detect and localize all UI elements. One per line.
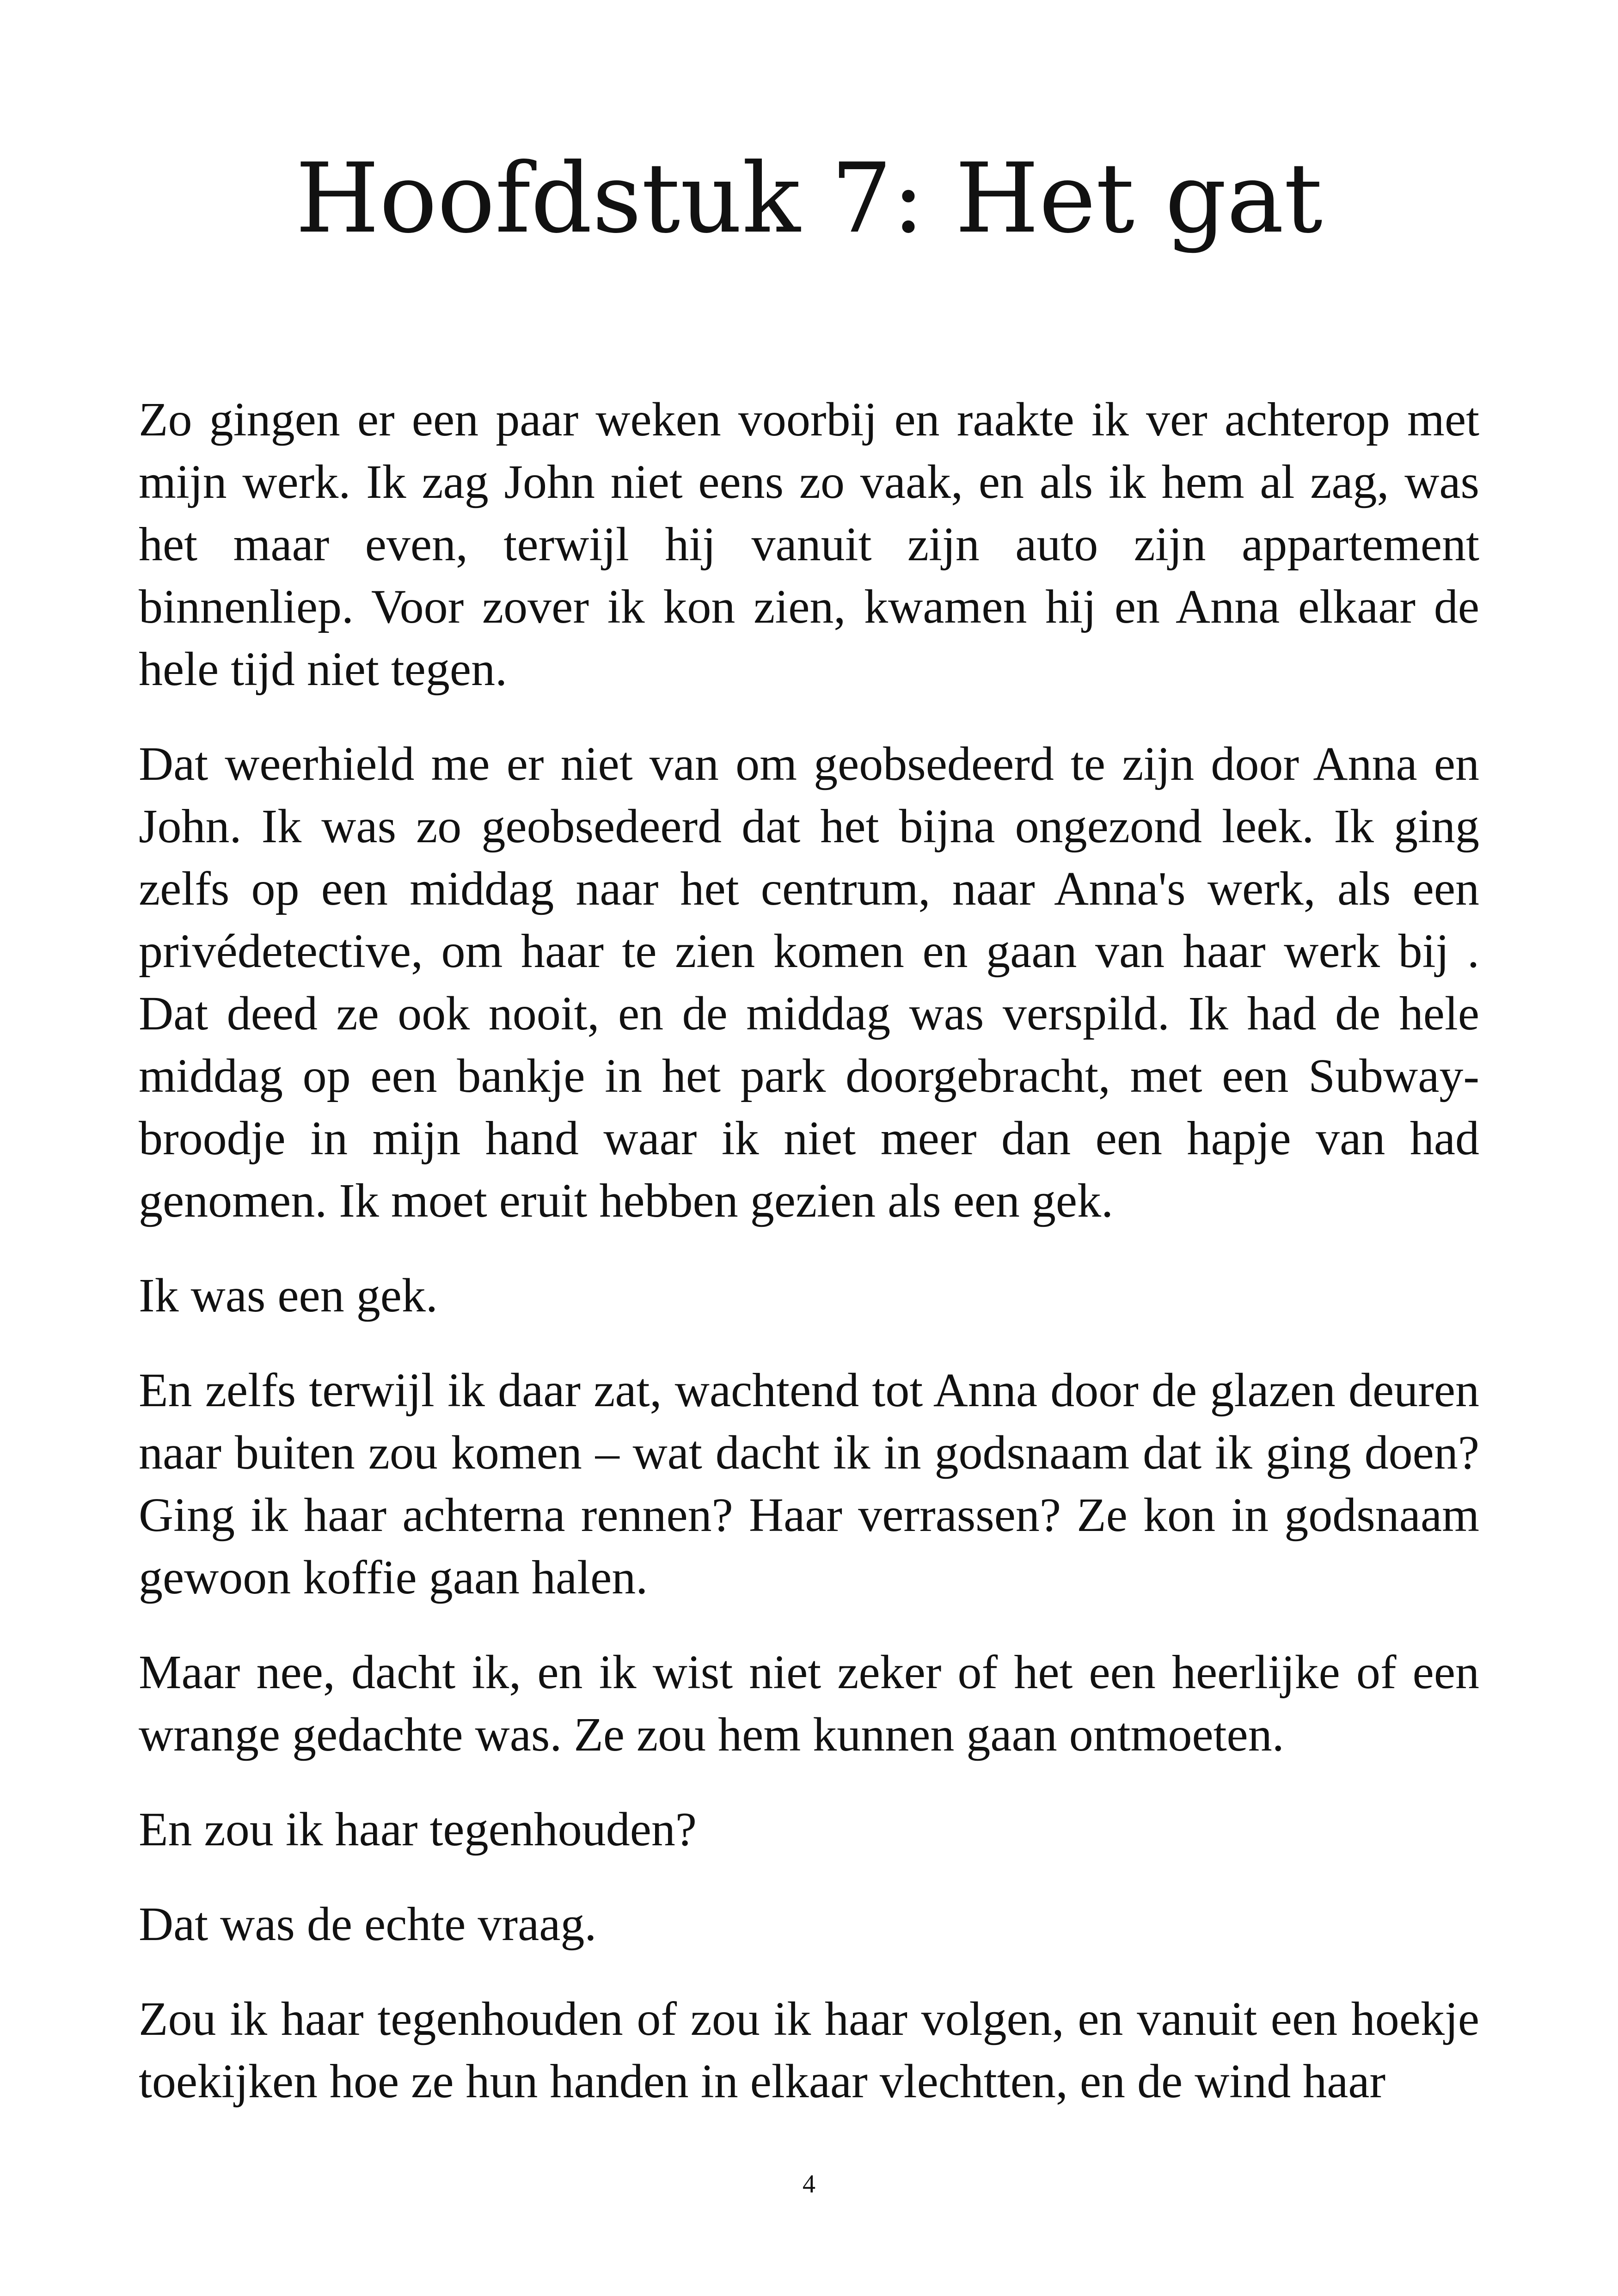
paragraph-6: En zou ik haar tegenhouden? xyxy=(139,1803,697,1856)
page-number: 4 xyxy=(803,2170,815,2198)
paragraph-8: Zou ik haar tegenhouden of zou ik haar volgen, en vanuit een hoekje toekijken hoe ze hun handen in elkaar vlechtten, en de wind haar xyxy=(139,1992,1479,2108)
paragraph-3: Ik was een gek. xyxy=(139,1269,438,1322)
chapter-title: Hoofdstuk 7: Het gat xyxy=(295,143,1323,255)
paragraph-4: En zelfs terwijl ik daar zat, wachtend tot Anna door de glazen deuren naar buiten zou komen – wat dacht ik in godsnaam dat ik ging doen? Ging ik haar achterna rennen? Haar verrassen? Ze kon in godsnaam gewoon koffie gaan halen. xyxy=(139,1364,1479,1604)
paragraph-7: Dat was de echte vraag. xyxy=(139,1898,597,1951)
paragraph-2: Dat weerhield me er niet van om geobsedeerd te zijn door Anna en John. Ik was zo geobsedeerd dat het bijna ongezond leek. Ik ging zelfs op een middag naar het centrum, naar Anna's werk, als een privédetective, om haar te zien komen en gaan van haar werk bij . Dat deed ze ook nooit, en de middag was verspild. Ik had de hele middag op een bankje in het park doorgebracht, met een Subway-broodje in mijn hand waar ik niet meer dan een hapje van had genomen. Ik moet eruit hebben gezien als een gek. xyxy=(139,737,1479,1227)
paragraph-5: Maar nee, dacht ik, en ik wist niet zeker of het een heerlijke of een wrange gedachte was. Ze zou hem kunnen gaan ontmoeten. xyxy=(139,1646,1479,1761)
body-text xyxy=(139,388,1479,2145)
paragraph-1: Zo gingen er een paar weken voorbij en raakte ik ver achterop met mijn werk. Ik zag John niet eens zo vaak, en als ik hem al zag, was het maar even, terwijl hij vanuit zijn auto zijn appartement binnenliep. Voor zover ik kon zien, kwamen hij en Anna elkaar de hele tijd niet tegen. xyxy=(139,393,1479,696)
